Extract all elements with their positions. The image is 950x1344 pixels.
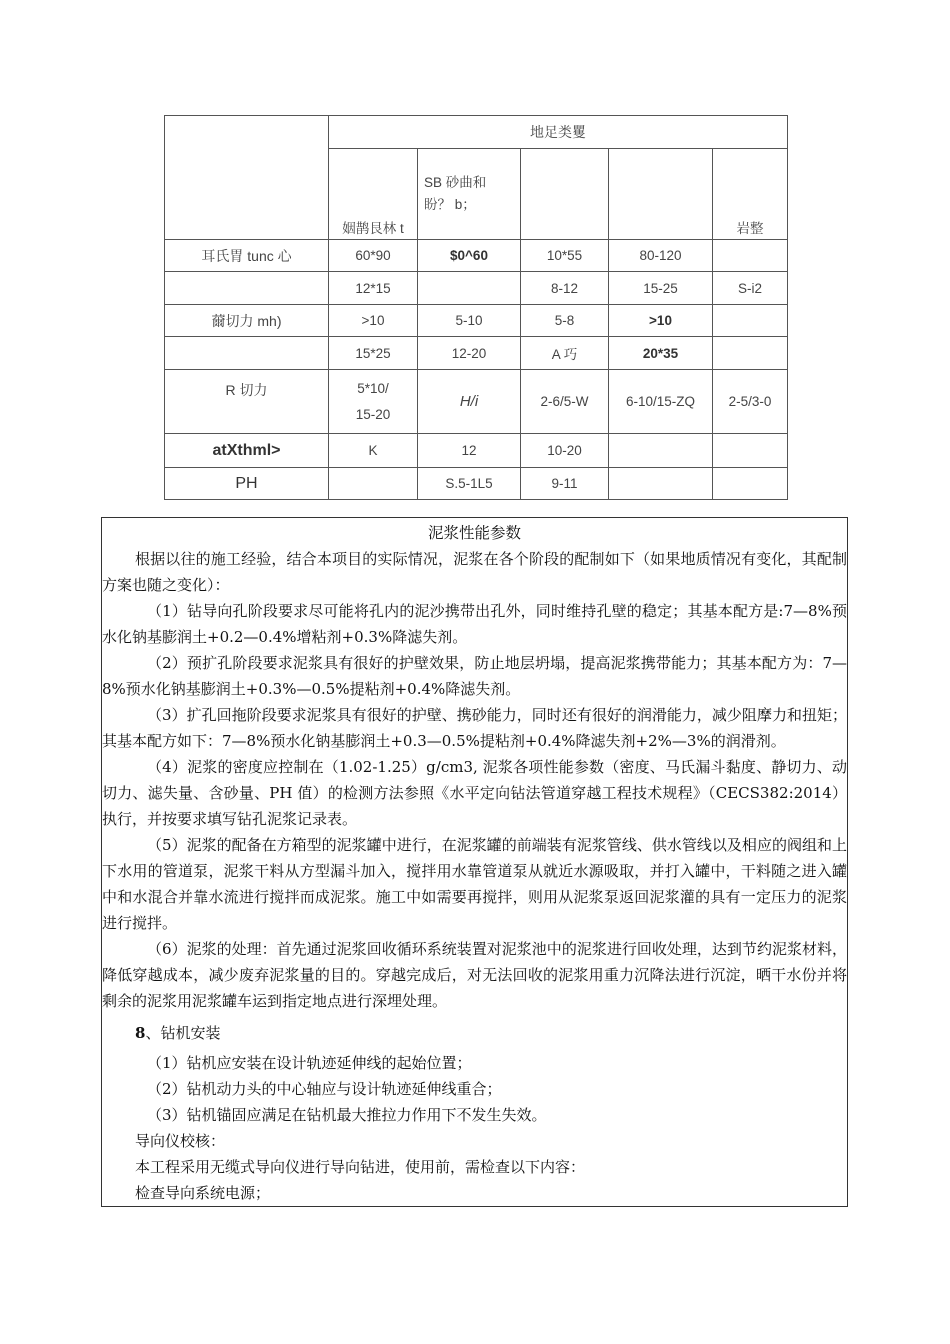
mud-item-1: （1）钻导向孔阶段要求尽可能将孔内的泥沙携带出孔外，同时维持孔壁的稳定；其基本配方是:7—8%预水化钠基膨润土+0.2—0.4%增粘剂+0.3%降滤失剂。 [102,602,847,646]
table-row [165,305,788,337]
table-cell: 60*90 [329,240,418,272]
table-cell: >10 [329,305,418,337]
mud-item-5: （5）泥浆的配备在方箱型的泥浆罐中进行，在泥浆罐的前端装有泥浆管线、供水管线以及相应的阀组和上下水用的管道泵，泥浆干料从方型漏斗加入，搅拌用水靠管道泵从就近水源吸取，并打入罐中，干料随之进入罐中和水混合并靠水流进行搅拌而成泥浆。施工中如需要再搅拌，则用从泥浆泵返回泥浆灌的具有一定压力的泥浆进行搅拌。 [102,836,847,932]
table-cell: 15-25 [609,272,713,305]
row-label: R 切力 [165,370,329,434]
table-cell: 12-20 [418,337,521,370]
table-cell: 80-120 [609,240,713,272]
table-row [165,468,788,500]
table-cell [713,305,788,337]
table-cell: S.5-1L5 [418,468,521,500]
install-item-1: （1）钻机应安装在设计轨迹延伸线的起始位置； [147,1054,472,1072]
table-cell: 2-6/5-W [521,370,609,434]
col-header-1: 姻鹊艮林 t [329,149,418,240]
section-number: 8 [135,1024,146,1042]
table-cell: 15*25 [329,337,418,370]
table-cell: 20*35 [609,337,713,370]
table-cell: 8-12 [521,272,609,305]
row-label: PH [165,468,329,500]
table-cell [418,272,521,305]
row-label: atXthml> [165,434,329,468]
header-group: 地足类矍 [329,116,788,149]
table-cell: $0^60 [418,240,521,272]
col-header-2 [418,149,521,240]
table-cell [713,240,788,272]
col-header-2-text: SB 砂曲和 盼？ b； [424,175,487,212]
table-cell [713,434,788,468]
install-item-3: （3）钻机锚固应满足在钻机最大推拉力作用下不发生失效。 [147,1106,547,1124]
cell-text: 5*10/ 15-20 [355,380,391,422]
row-label: 薾切力 mh) [165,305,329,337]
col-header-3 [521,149,609,240]
mud-item-2: （2）预扩孔阶段要求泥浆具有很好的护壁效果，防止地层坍塌，提高泥浆携带能力；其基本配方为：7—8%预水化钠基膨润土+0.3%—0.5%提粘剂+0.4%降滤失剂。 [102,654,847,698]
table-cell: 12 [418,434,521,468]
table-cell: 5-8 [521,305,609,337]
mud-parameter-table [164,115,788,500]
row-label [165,337,329,370]
table-cell [329,468,418,500]
table-row [165,370,788,434]
table-row [165,272,788,305]
intro-paragraph: 根据以往的施工经验，结合本项目的实际情况，泥浆在各个阶段的配制如下（如果地质情况有变化，其配制方案也随之变化）： [102,550,847,594]
mud-performance-section [101,517,848,1207]
drill-install-heading [102,1020,847,1046]
calibration-item: 检查导向系统电源； [135,1184,271,1202]
table-cell [713,468,788,500]
section-title: 泥浆性能参数 [427,524,521,542]
table-cell: A 巧 [521,337,609,370]
install-item-2: （2）钻机动力头的中心轴应与设计轨迹延伸线重合； [147,1080,502,1098]
table-cell: 10*55 [521,240,609,272]
mud-item-3: （3）扩孔回拖阶段要求泥浆具有很好的护壁、携砂能力，同时还有很好的润滑能力，减少阻摩力和扭矩；其基本配方如下：7—8%预水化钠基膨润土+0.3—0.5%提粘剂+0.4%降滤失剂+2%—3%的润滑剂。 [102,706,847,750]
table-corner-cell [165,116,329,240]
table-cell: >10 [609,305,713,337]
table-cell [609,468,713,500]
table-row [165,337,788,370]
section-heading-text: 、钻机安装 [145,1024,221,1042]
table-cell: 9-11 [521,468,609,500]
mud-item-6: （6）泥浆的处理：首先通过泥浆回收循环系统装置对泥浆池中的泥浆进行回收处理，达到节约泥浆材料，降低穿越成本，减少废弃泥浆量的目的。穿越完成后，对无法回收的泥浆用重力沉降法进行沉淀，晒干水份并将剩余的泥浆用泥浆罐车运到指定地点进行深埋处理。 [102,940,847,1010]
col-header-5: 岩整 [713,149,788,240]
mud-item-4: （4）泥浆的密度应控制在（1.02-1.25）g/cm3, 泥浆各项性能参数（密度、马氏漏斗黏度、静切力、动切力、滤失量、含砂量、PH 值）的检测方法参照《水平定向钻法管道穿越工程技术规程》（CECS382:2014）执行，并按要求填写钻孔泥浆记录表。 [102,758,847,828]
table-cell: 10-20 [521,434,609,468]
table-cell: 12*15 [329,272,418,305]
table-row [165,434,788,468]
table-row [165,240,788,272]
table-cell [713,337,788,370]
row-label [165,272,329,305]
table-cell: 6-10/15-ZQ [609,370,713,434]
col-header-4 [609,149,713,240]
table-cell [329,370,418,434]
calibration-text: 本工程采用无缆式导向仪进行导向钻进，使用前，需检查以下内容： [135,1158,586,1176]
table-cell [609,434,713,468]
table-cell: 5-10 [418,305,521,337]
table-cell: K [329,434,418,468]
row-label: 耳氏胃 tunc 心 [165,240,329,272]
calibration-title: 导向仪校核： [135,1132,226,1150]
table-cell: H/i [418,370,521,434]
table-cell: S-i2 [713,272,788,305]
table-cell: 2-5/3-0 [713,370,788,434]
